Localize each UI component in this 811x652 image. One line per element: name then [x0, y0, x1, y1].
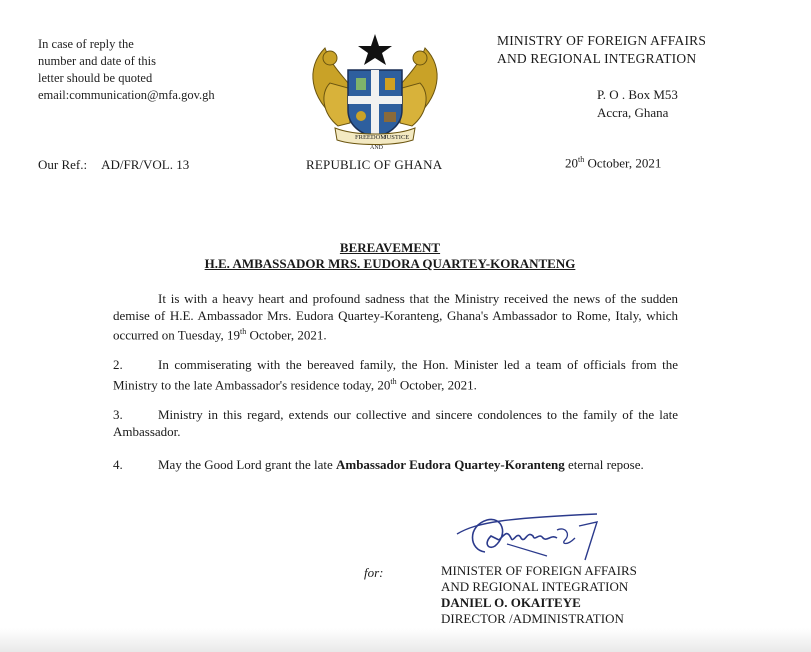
black-star-icon	[358, 34, 392, 65]
right-eagle-body	[400, 83, 426, 126]
republic-label: REPUBLIC OF GHANA	[306, 157, 443, 172]
reference-label: Our Ref.:	[38, 157, 88, 172]
page-edge	[0, 628, 811, 652]
reply-note-line: letter should be quoted	[38, 71, 153, 85]
signatory-name: DANIEL O. OKAITEYE	[441, 595, 581, 610]
ministry-line: MINISTRY OF FOREIGN AFFAIRS	[497, 33, 707, 48]
title-line: H.E. AMBASSADOR MRS. EUDORA QUARTEY-KORANTENG	[204, 256, 576, 271]
reference	[38, 157, 189, 173]
motto-right: JUSTICE	[384, 134, 410, 141]
paragraph-1: It is with a heavy heart and profound sadness that the Ministry received the news of the sudden demise of H.E. Ambassador Mrs. Eudora Quartey-Koranteng, Ghana's Ambassador to Rome, Italy, which occurred on Tuesday, 19th October, 2021.	[113, 291, 678, 343]
right-eagle-head	[413, 51, 427, 65]
signoff-line: AND REGIONAL INTEGRATION	[441, 579, 629, 594]
paragraph-2: 2. In commiserating with the bereaved family, the Hon. Minister led a team of officials from the Ministry to the late Ambassador's residence today, 20th October, 2021.	[113, 357, 678, 392]
paragraph-number: 3.	[113, 407, 123, 422]
address-line: P. O . Box M53	[597, 87, 678, 102]
ministry-line: AND REGIONAL INTEGRATION	[497, 51, 697, 66]
reply-note-line: In case of reply the	[38, 37, 134, 51]
signoff-block	[441, 563, 637, 627]
reply-email: email:communication@mfa.gov.gh	[38, 88, 215, 102]
signatory-title: DIRECTOR /ADMINISTRATION	[441, 611, 624, 626]
letter-date: 20th October, 2021	[565, 155, 662, 171]
title-line: BEREAVEMENT	[339, 240, 441, 255]
reply-instructions	[38, 36, 215, 104]
address-line: Accra, Ghana	[597, 105, 669, 120]
paragraph-3: 3. Ministry in this regard, extends our collective and sincere condolences to the family of the late Ambassador.	[113, 407, 678, 439]
handwritten-signature-icon	[447, 504, 607, 569]
paragraph-number: 2.	[113, 357, 123, 372]
reference-value: AD/FR/VOL. 13	[101, 157, 190, 172]
signoff-line: MINISTER OF FOREIGN AFFAIRS	[441, 563, 637, 578]
paragraph-number: 4.	[113, 457, 123, 472]
motto-center: AND	[370, 145, 383, 151]
letter-title	[150, 240, 630, 272]
for-label: for:	[364, 565, 384, 580]
paragraph-4: 4. May the Good Lord grant the late Ambassador Eudora Quartey-Koranteng eternal repose.	[113, 457, 644, 472]
reply-note-line: number and date of this	[38, 54, 157, 68]
motto-left: FREEDOM	[355, 134, 387, 141]
left-eagle-body	[324, 83, 350, 126]
left-eagle-head	[323, 51, 337, 65]
ghana-coat-of-arms-icon	[300, 28, 450, 153]
ministry-header	[497, 32, 706, 68]
postal-address	[597, 86, 678, 122]
